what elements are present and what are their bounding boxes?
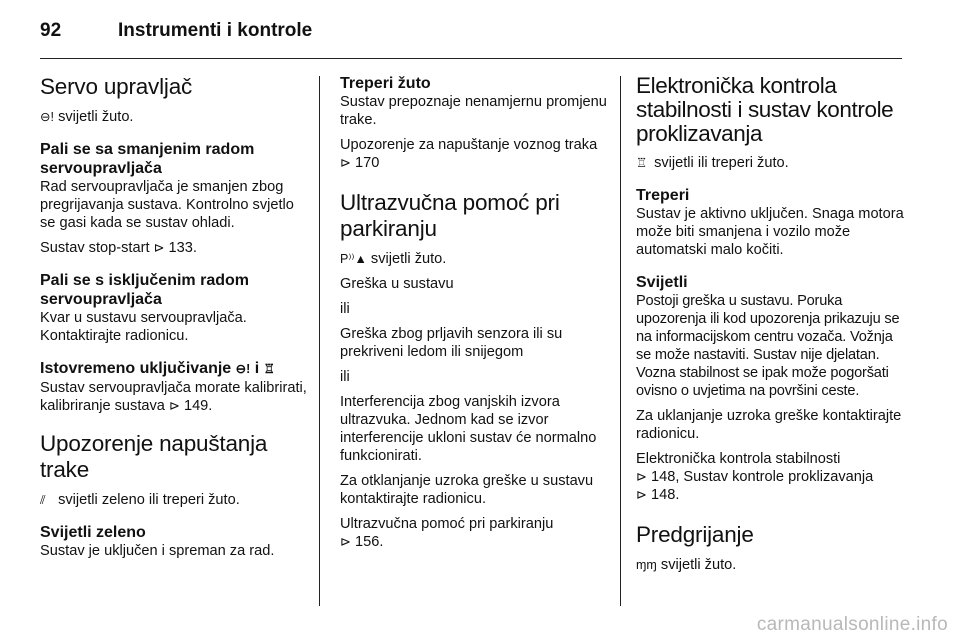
parking-indicator-line: P⁾⁾▲ svijetli žuto. bbox=[340, 251, 447, 267]
parking-assist-icon: P⁾⁾▲ bbox=[340, 252, 367, 266]
glow-plug-icon: ɱɱ bbox=[636, 558, 657, 572]
watermark: carmanualsonline.info bbox=[756, 614, 948, 635]
power-steering-warning-icon: ⊖! bbox=[235, 362, 251, 376]
or-text: ili bbox=[340, 369, 350, 385]
system-fault-text: Greška u sustavu bbox=[340, 276, 454, 292]
heading-flashing-yellow: Treperi žuto bbox=[340, 75, 431, 92]
column-3 bbox=[636, 74, 904, 581]
page-ref-arrow-icon: ⊳ bbox=[168, 398, 180, 413]
illuminated-text: Postoji greška u sustavu. Poruka upozorenja ili kod upozorenja prikazuju se na informacijskom centru vozača. Vožnja se može nastaviti. Sustav nije djelatan. Vozna stabilnost se ipak može pogoršati ovisno o uvjetima na površini ceste. bbox=[636, 293, 900, 399]
page-header-title: Instrumenti i kontrole bbox=[118, 20, 313, 41]
page-ref-arrow-icon: ⊳ bbox=[636, 469, 647, 484]
esc-reference: Elektronička kontrola stabilnosti ⊳ 148, Sustav kontrole proklizavanja ⊳ 148. bbox=[636, 451, 874, 503]
header-rule bbox=[40, 58, 902, 59]
heading-stability-control: Elektronička kontrola stabilnosti i sustav kontrole proklizavanja bbox=[636, 73, 894, 146]
page-number: 92 bbox=[40, 20, 62, 41]
column-divider-1 bbox=[319, 76, 320, 606]
reduced-steering-text: Rad servoupravljača je smanjen zbog pregrijavanja sustava. Kontrolno svjetlo se gasi kada se sustav ohladi. bbox=[40, 179, 294, 231]
parking-reference: Ultrazvučna pomoć pri parkiranju ⊳ 156. bbox=[340, 516, 554, 550]
stability-control-icon: ♖ bbox=[636, 156, 648, 170]
esc-indicator-line: ♖ svijetli ili treperi žuto. bbox=[636, 155, 789, 171]
dirty-sensors-text: Greška zbog prljavih senzora ili su prekriveni ledom ili snijegom bbox=[340, 326, 563, 360]
page-ref-arrow-icon: ⊳ bbox=[340, 534, 351, 549]
heading-lit-green: Svijetli zeleno bbox=[40, 524, 146, 541]
servo-indicator-line: ⊖! svijetli žuto. bbox=[40, 109, 134, 125]
stability-control-icon: ♖ bbox=[263, 362, 275, 376]
lit-green-text: Sustav je uključen i spreman za rad. bbox=[40, 543, 275, 559]
steering-off-text: Kvar u sustavu servoupravljača. Kontaktirajte radionicu. bbox=[40, 310, 247, 344]
column-1 bbox=[40, 74, 310, 567]
flashing-text: Sustav prepoznaje nenamjernu promjenu trake. bbox=[340, 94, 607, 128]
heading-servo-steering: Servo upravljač bbox=[40, 74, 193, 99]
page-ref-arrow-icon: ⊳ bbox=[340, 155, 351, 170]
lane-warning-reference: Upozorenje za napuštanje voznog traka ⊳ 170 bbox=[340, 137, 598, 171]
stop-start-reference: Sustav stop-start ⊳ 133. bbox=[40, 240, 197, 256]
heading-reduced-steering: Pali se sa smanjenim radom servoupravljača bbox=[40, 141, 255, 177]
interference-text: Interferencija zbog vanjskih izvora ultrazvuka. Jednom kad se izvor interferencije ukloni sustav će normalno funkcionirati. bbox=[340, 394, 597, 464]
column-2 bbox=[340, 74, 608, 558]
preheat-indicator-line: ɱɱ svijetli žuto. bbox=[636, 557, 737, 573]
flashes-text: Sustav je aktivno uključen. Snaga motora može biti smanjena i vozilo može automatski malo kočiti. bbox=[636, 206, 904, 258]
page-ref-arrow-icon: ⊳ bbox=[636, 487, 647, 502]
lane-indicator-line: ⫽ svijetli zeleno ili treperi žuto. bbox=[40, 492, 240, 508]
heading-steering-off: Pali se s isključenim radom servoupravljača bbox=[40, 272, 249, 308]
heading-lane-departure: Upozorenje napuštanja trake bbox=[40, 431, 268, 482]
heading-parking-assist: Ultrazvučna pomoć pri parkiranju bbox=[340, 190, 560, 241]
contact-workshop-text: Za otklanjanje uzroka greške u sustavu kontaktirajte radionicu. bbox=[340, 473, 594, 507]
page-ref-arrow-icon: ⊳ bbox=[153, 240, 165, 255]
lane-departure-icon: ⫽ bbox=[40, 493, 46, 507]
heading-simultaneous: Istovremeno uključivanje ⊖! i ♖ bbox=[40, 359, 310, 379]
page-header bbox=[40, 20, 312, 42]
heading-flashes: Treperi bbox=[636, 187, 690, 204]
power-steering-warning-icon: ⊖! bbox=[40, 110, 54, 124]
or-text: ili bbox=[340, 301, 350, 317]
heading-preheating: Predgrijanje bbox=[636, 522, 754, 547]
heading-illuminated: Svijetli bbox=[636, 274, 688, 291]
remedy-text: Za uklanjanje uzroka greške kontaktirajte radionicu. bbox=[636, 408, 902, 442]
column-divider-2 bbox=[620, 76, 621, 606]
simultaneous-text: Sustav servoupravljača morate kalibrirati, kalibriranje sustava ⊳ 149. bbox=[40, 380, 307, 414]
